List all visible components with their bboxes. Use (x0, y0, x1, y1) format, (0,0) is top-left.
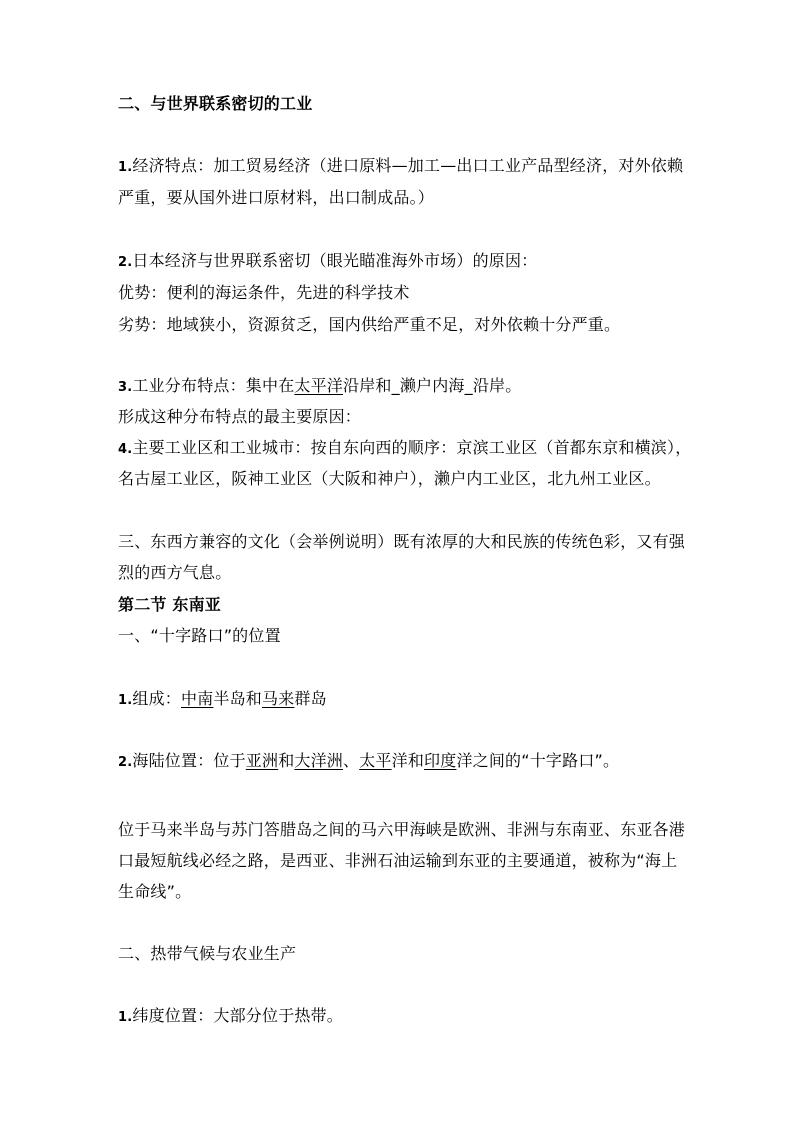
section-culture-line1: 三、东西方兼容的文化（会举例说明）既有浓厚的大和民族的传统色彩，又有强 (118, 532, 686, 551)
item-text: 主要工业区和工业城市：按自东向西的顺序：京滨工业区（首都东京和横滨）， (132, 438, 692, 457)
item-text: 纬度位置：大部分位于热带。 (132, 1006, 343, 1025)
answer-oceania: 大洋洲 (294, 751, 344, 770)
answer-pacific-ocean: 太平 (359, 751, 392, 770)
item-latitude-position (118, 1004, 343, 1030)
item-text: 群岛 (294, 689, 327, 708)
item-industrial-zones-line2: 名古屋工业区，阪神工业区（大阪和神户），濑户内工业区，北九州工业区。 (118, 469, 661, 488)
item-composition (118, 687, 327, 713)
item-economy-reasons (118, 249, 537, 275)
item-text: 组成： (132, 689, 181, 708)
item-number: 3. (118, 380, 133, 395)
section-heading-crossroads: 一、“十字路口”的位置 (118, 626, 281, 645)
item-text: 工业分布特点：集中在 (132, 376, 295, 395)
item-sea-land-position (118, 749, 619, 775)
section-culture-line2: 烈的西方气息。 (118, 563, 232, 582)
item-economy-features-line2: 严重，要从国外进口原材料，出口制成品。） (118, 188, 435, 207)
item-industrial-zones-line1 (118, 436, 691, 462)
item-text: 经济特点：加工贸易经济（进口原料—加工—出口工业产品型经济，对外依赖 (132, 156, 684, 175)
item-text: 半岛和 (213, 689, 263, 708)
item-text: 沿岸和_濑户内海_沿岸。 (343, 376, 522, 395)
item-number: 2. (118, 755, 133, 770)
item-number: 1. (118, 160, 133, 175)
item-number: 2. (118, 255, 133, 270)
answer-pacific: 太平洋 (294, 376, 344, 395)
answer-indian-ocean: 印度 (424, 751, 457, 770)
malacca-paragraph-line3: 生命线”。 (118, 882, 192, 901)
item-number: 4. (118, 442, 133, 457)
item-economy-features-line1 (118, 154, 683, 180)
item-text: 洋之间的“十字路口”。 (456, 751, 620, 770)
answer-malay: 马来 (262, 689, 295, 708)
section-heading-climate-agriculture: 二、热带气候与农业生产 (118, 944, 297, 963)
item-text: 洋和 (391, 751, 425, 770)
item-number: 1. (118, 693, 133, 708)
item-number: 1. (118, 1010, 133, 1025)
distribution-reason: 形成这种分布特点的最主要原因： (118, 407, 362, 426)
section-heading-industry: 二、与世界联系密切的工业 (118, 94, 313, 113)
item-industry-distribution (118, 374, 521, 400)
item-text: 、 (343, 751, 360, 770)
item-text: 和 (278, 751, 295, 770)
advantage-text: 优势：便利的海运条件，先进的科学技术 (118, 283, 410, 302)
item-text: 日本经济与世界联系密切（眼光瞄准海外市场）的原因： (132, 251, 538, 270)
malacca-paragraph-line2: 口最短航线必经之路，是西亚、非洲石油运输到东亚的主要通道，被称为“海上 (118, 851, 678, 870)
chapter-title-southeast-asia: 第二节 东南亚 (118, 595, 221, 614)
item-text: 海陆位置：位于 (132, 751, 246, 770)
answer-indochina: 中南 (181, 689, 214, 708)
disadvantage-text: 劣势：地域狭小，资源贫乏，国内供给严重不足，对外依赖十分严重。 (118, 315, 621, 334)
malacca-paragraph-line1: 位于马来半岛与苏门答腊岛之间的马六甲海峡是欧洲、非洲与东南亚、东亚各港 (118, 820, 686, 839)
answer-asia: 亚洲 (245, 751, 279, 770)
